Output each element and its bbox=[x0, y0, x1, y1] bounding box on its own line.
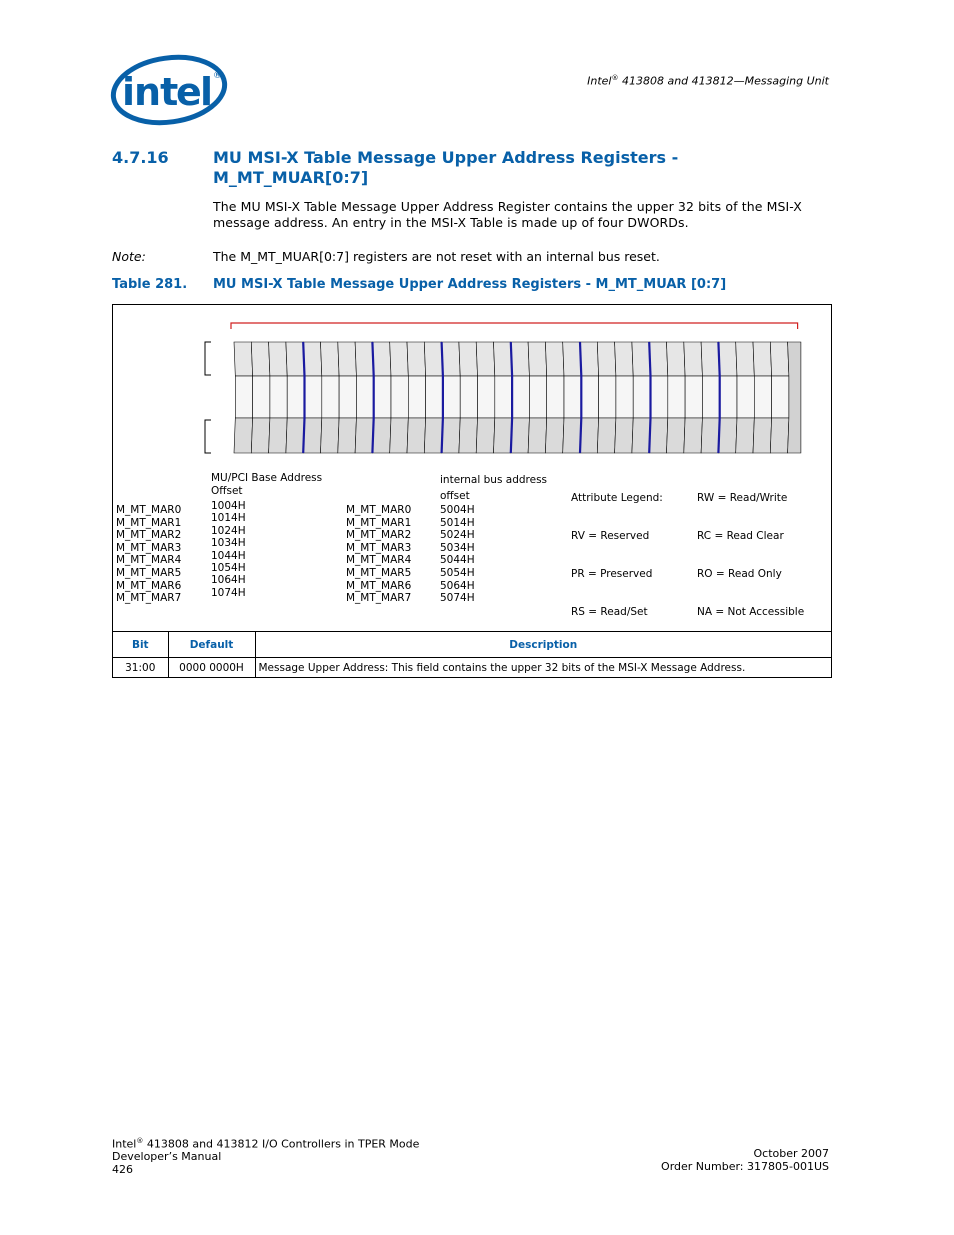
bit-cell-bottom bbox=[511, 418, 530, 453]
register-description-table bbox=[113, 631, 831, 677]
internal-offset-0: 5004H bbox=[440, 504, 475, 516]
register-names-pci bbox=[116, 504, 181, 605]
bit-cell-bottom bbox=[563, 418, 582, 453]
nibble-divider-bottom bbox=[303, 418, 304, 453]
bit-cell-top bbox=[407, 342, 426, 376]
bit-cell bbox=[495, 376, 512, 418]
bit-cell-top bbox=[251, 342, 270, 376]
bit-cell-bottom bbox=[476, 418, 495, 453]
default-cell: 0000 0000H bbox=[168, 658, 255, 678]
internal-offset-7: 5074H bbox=[440, 592, 475, 605]
default-header: Default bbox=[168, 632, 255, 658]
register-name-6: M_MT_MAR6 bbox=[116, 579, 182, 592]
attribute-legend-right: RW = Read/Write RC = Read Clear RO = Read Only NA = Not Accessible bbox=[697, 492, 805, 618]
internal-offset-3: 5034H bbox=[440, 541, 475, 554]
bit-cell-bottom bbox=[286, 418, 305, 453]
bit-cell bbox=[547, 376, 564, 418]
bit-cell bbox=[235, 376, 252, 418]
bit-cell bbox=[599, 376, 616, 418]
bit-cell bbox=[443, 376, 460, 418]
bit-cell-top bbox=[442, 342, 461, 376]
bit-cell bbox=[581, 376, 598, 418]
bit-cell-top bbox=[770, 342, 789, 376]
register-name-internal-4: M_MT_MAR4 bbox=[346, 554, 412, 567]
bit-cell-top bbox=[528, 342, 547, 376]
bit-cell-bottom bbox=[632, 418, 651, 453]
register-name-0: M_MT_MAR0 bbox=[116, 504, 182, 516]
bit-cell bbox=[564, 376, 581, 418]
bit-cell-top bbox=[286, 342, 305, 376]
bit-cell-bottom bbox=[355, 418, 374, 453]
bit-cell-bottom bbox=[615, 418, 634, 453]
bit-cell-top bbox=[736, 342, 755, 376]
bit-cell-top bbox=[476, 342, 495, 376]
internal-offset-1: 5014H bbox=[440, 516, 475, 529]
bit-cell-top bbox=[321, 342, 340, 376]
pci-offset-4: 1044H bbox=[211, 549, 246, 562]
bit-cell-top bbox=[338, 342, 357, 376]
bit-cell-top bbox=[649, 342, 668, 376]
internal-offset-2: 5024H bbox=[440, 529, 475, 542]
svg-text:int: int bbox=[122, 70, 178, 114]
bit-cell-bottom bbox=[580, 418, 599, 453]
bit-header: Bit bbox=[113, 632, 168, 658]
bit-cell-bottom bbox=[736, 418, 755, 453]
bit-cell-bottom bbox=[269, 418, 288, 453]
section-paragraph: The MU MSI-X Table Message Upper Address Register contains the upper 32 bits of the MSI-X message address. An entry in the MSI-X Table is made up of four DWORDs. bbox=[213, 199, 802, 230]
table-title: MU MSI-X Table Message Upper Address Registers - M_MT_MUAR [0:7] bbox=[213, 277, 727, 292]
bit-cell-top bbox=[269, 342, 288, 376]
section-title: MU MSI-X Table Message Upper Address Registers - M_MT_MUAR[0:7] bbox=[213, 148, 679, 187]
nibble-divider-top bbox=[580, 342, 581, 376]
register-names-internal bbox=[346, 504, 411, 605]
bit-cell-bottom bbox=[338, 418, 357, 453]
internal-offset-header: internal bus address offset bbox=[440, 474, 548, 502]
register-name-5: M_MT_MAR5 bbox=[116, 566, 182, 579]
left-bracket-top bbox=[205, 342, 211, 375]
running-header: Intel® 413808 and 413812—Messaging Unit bbox=[587, 74, 829, 88]
nibble-divider-top bbox=[303, 342, 304, 376]
nibble-divider-top bbox=[718, 342, 719, 376]
register-name-4: M_MT_MAR4 bbox=[116, 554, 182, 567]
bit-cell-bottom bbox=[718, 418, 737, 453]
bit-cell-top bbox=[684, 342, 703, 376]
bit-cell-top bbox=[597, 342, 616, 376]
bit-cell-top bbox=[667, 342, 686, 376]
description-header: Description bbox=[255, 632, 831, 658]
pci-offset-3: 1034H bbox=[211, 537, 246, 550]
bit-cell bbox=[460, 376, 477, 418]
bit-cell bbox=[737, 376, 754, 418]
svg-text:e: e bbox=[176, 70, 202, 114]
bit-cell-bottom bbox=[424, 418, 443, 453]
svg-text:®: ® bbox=[213, 71, 222, 81]
bit-cell bbox=[633, 376, 650, 418]
nibble-divider-top bbox=[372, 342, 373, 376]
bit-cell-top bbox=[563, 342, 582, 376]
internal-offset-4: 5044H bbox=[440, 554, 475, 567]
bit-cell-bottom bbox=[701, 418, 720, 453]
bit-cell-top bbox=[615, 342, 634, 376]
bit-cell-top bbox=[753, 342, 772, 376]
bit-cell bbox=[668, 376, 685, 418]
bit-cell-bottom bbox=[684, 418, 703, 453]
svg-text:l: l bbox=[200, 70, 214, 114]
register-name-internal-6: M_MT_MAR6 bbox=[346, 579, 412, 592]
bit-cell bbox=[322, 376, 339, 418]
pci-offset-6: 1064H bbox=[211, 574, 246, 587]
register-name-1: M_MT_MAR1 bbox=[116, 516, 182, 529]
nibble-divider-bottom bbox=[372, 418, 373, 453]
pci-offset-0: 1004H bbox=[211, 500, 246, 512]
bit-cell-bottom bbox=[667, 418, 686, 453]
pci-offset-2: 1024H bbox=[211, 524, 246, 537]
internal-offset-5: 5054H bbox=[440, 566, 475, 579]
nibble-divider-bottom bbox=[580, 418, 581, 453]
bit-cell bbox=[616, 376, 633, 418]
note-text: The M_MT_MUAR[0:7] registers are not reset with an internal bus reset. bbox=[213, 249, 660, 264]
bit-cell-bottom bbox=[753, 418, 772, 453]
nibble-divider-bottom bbox=[442, 418, 443, 453]
bit-cell-top bbox=[355, 342, 374, 376]
footer-order-number: Order Number: 317805-001US bbox=[661, 1159, 829, 1173]
bit-field-end-cap bbox=[788, 342, 801, 453]
footer-page-number: 426 bbox=[112, 1162, 133, 1176]
register-table-frame bbox=[112, 304, 832, 678]
footer-manual: Developer’s Manual bbox=[112, 1150, 222, 1164]
bit-cell bbox=[356, 376, 373, 418]
attribute-legend: Attribute Legend: RV = Reserved PR = Preserved RS = Read/Set bbox=[571, 492, 663, 618]
nibble-divider-bottom bbox=[649, 418, 650, 453]
bit-cell bbox=[374, 376, 391, 418]
section-number: 4.7.16 bbox=[112, 148, 169, 167]
internal-offset-6: 5064H bbox=[440, 579, 475, 592]
bit-cell-top bbox=[494, 342, 513, 376]
bit-cell-bottom bbox=[407, 418, 426, 453]
register-name-internal-2: M_MT_MAR2 bbox=[346, 529, 412, 542]
bit-cell bbox=[685, 376, 702, 418]
bit-cell-bottom bbox=[234, 418, 253, 453]
bit-cell-bottom bbox=[251, 418, 270, 453]
bit-cell-top bbox=[303, 342, 322, 376]
nibble-divider-bottom bbox=[511, 418, 512, 453]
pci-offsets bbox=[211, 500, 246, 599]
bit-cell bbox=[512, 376, 529, 418]
bit-cell-top bbox=[372, 342, 391, 376]
nibble-divider-top bbox=[511, 342, 512, 376]
bit-cell-top bbox=[632, 342, 651, 376]
footer-date: October 2007 bbox=[753, 1147, 829, 1160]
bit-cell bbox=[651, 376, 668, 418]
intel-logo bbox=[108, 48, 230, 128]
bit-cell-top bbox=[424, 342, 443, 376]
bit-cell bbox=[478, 376, 495, 418]
bit-cell: 31:00 bbox=[113, 658, 168, 678]
pci-offset-header: MU/PCI Base Address Offset bbox=[211, 472, 323, 497]
register-name-internal-5: M_MT_MAR5 bbox=[346, 566, 412, 579]
bit-cell bbox=[720, 376, 737, 418]
bit-cell bbox=[754, 376, 771, 418]
nibble-divider-bottom bbox=[718, 418, 719, 453]
bit-cell bbox=[339, 376, 356, 418]
table-header-row bbox=[113, 632, 831, 658]
bit-field-diagram bbox=[113, 305, 831, 465]
bit-cell-bottom bbox=[303, 418, 322, 453]
bit-cell bbox=[529, 376, 546, 418]
bit-cell-top bbox=[580, 342, 599, 376]
nibble-divider-top bbox=[649, 342, 650, 376]
bit-cell-bottom bbox=[494, 418, 513, 453]
field-bracket bbox=[231, 323, 798, 329]
register-name-internal-3: M_MT_MAR3 bbox=[346, 541, 412, 554]
footer-right bbox=[661, 1148, 829, 1173]
bit-cell bbox=[408, 376, 425, 418]
bit-cell-top bbox=[511, 342, 530, 376]
bit-cell-bottom bbox=[390, 418, 409, 453]
footer-product: Intel® 413808 and 413812 I/O Controllers in TPER Mode bbox=[112, 1137, 420, 1151]
note-label: Note: bbox=[112, 249, 146, 264]
bit-cell bbox=[287, 376, 304, 418]
bit-cell-bottom bbox=[545, 418, 564, 453]
bit-cell-top bbox=[234, 342, 253, 376]
left-bracket-bottom bbox=[205, 420, 211, 453]
bit-cell bbox=[772, 376, 789, 418]
bit-cell bbox=[270, 376, 287, 418]
register-name-internal-0: M_MT_MAR0 bbox=[346, 504, 412, 516]
bit-cell bbox=[305, 376, 322, 418]
bit-cell-bottom bbox=[528, 418, 547, 453]
pci-offset-1: 1014H bbox=[211, 512, 246, 525]
pci-offset-7: 1074H bbox=[211, 586, 246, 599]
description-cell: Message Upper Address: This field contains the upper 32 bits of the MSI-X Message Address. bbox=[255, 658, 831, 678]
bit-cell-top bbox=[390, 342, 409, 376]
bit-cell-bottom bbox=[649, 418, 668, 453]
pci-offset-5: 1054H bbox=[211, 562, 246, 575]
bit-cell-bottom bbox=[442, 418, 461, 453]
internal-offsets bbox=[440, 504, 475, 605]
bit-cell-bottom bbox=[321, 418, 340, 453]
table-label: Table 281. bbox=[112, 277, 188, 292]
bit-cell bbox=[702, 376, 719, 418]
nibble-divider-top bbox=[442, 342, 443, 376]
bit-cell-bottom bbox=[770, 418, 789, 453]
bit-cell-top bbox=[701, 342, 720, 376]
bit-cell-top bbox=[545, 342, 564, 376]
register-name-7: M_MT_MAR7 bbox=[116, 592, 182, 605]
table-row bbox=[113, 658, 831, 678]
bit-cell-top bbox=[718, 342, 737, 376]
bit-cell bbox=[391, 376, 408, 418]
bit-cell-top bbox=[459, 342, 478, 376]
bit-cell-bottom bbox=[372, 418, 391, 453]
register-name-internal-7: M_MT_MAR7 bbox=[346, 592, 412, 605]
footer-left bbox=[112, 1135, 419, 1176]
register-name-3: M_MT_MAR3 bbox=[116, 541, 182, 554]
register-name-2: M_MT_MAR2 bbox=[116, 529, 182, 542]
register-name-internal-1: M_MT_MAR1 bbox=[346, 516, 412, 529]
bit-cell-bottom bbox=[459, 418, 478, 453]
bit-cell bbox=[253, 376, 270, 418]
bit-cell-bottom bbox=[597, 418, 616, 453]
bit-cell bbox=[426, 376, 443, 418]
